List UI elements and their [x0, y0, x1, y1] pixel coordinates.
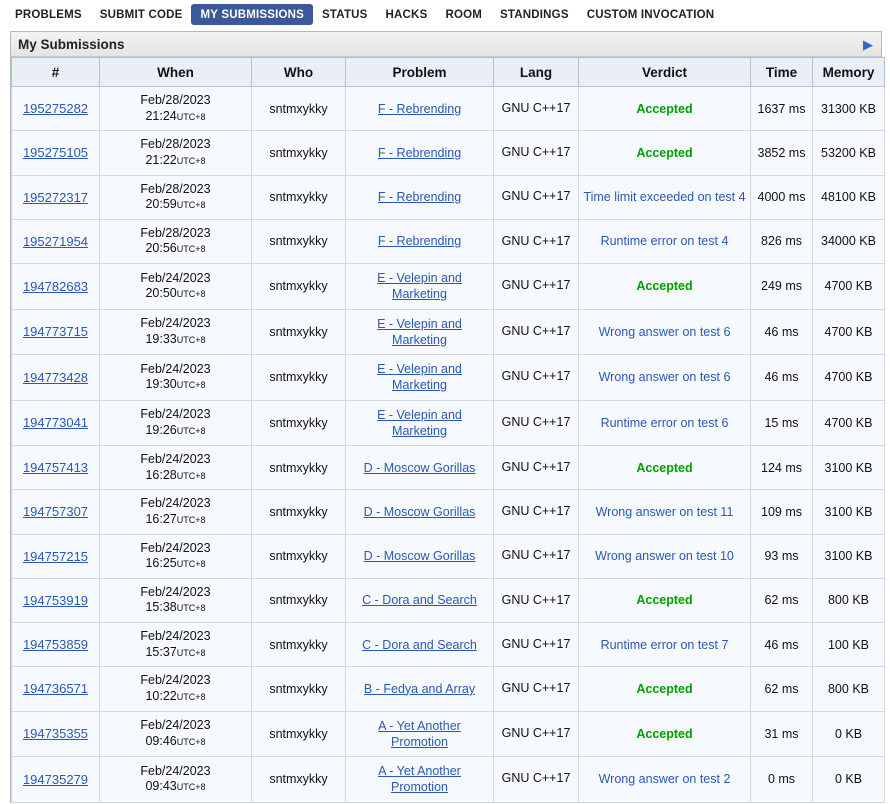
status-badge: Accepted — [636, 145, 693, 160]
status-badge: Wrong answer on test 11 — [595, 504, 734, 519]
main-navigation — [0, 0, 890, 31]
submission-author[interactable]: sntmxykky — [252, 534, 346, 578]
submission-id-link[interactable]: 194753919 — [22, 592, 89, 608]
table-row — [12, 309, 885, 355]
language-cell: GNU C++17 — [494, 400, 579, 446]
problem-link[interactable]: E - Velepin and Marketing — [377, 407, 462, 438]
submission-author[interactable]: sntmxykky — [252, 400, 346, 446]
submission-id-link[interactable]: 195275282 — [22, 101, 89, 117]
memory-cell: 4700 KB — [813, 400, 885, 446]
submission-id-cell — [12, 757, 100, 803]
problem-link[interactable]: D - Moscow Gorillas — [363, 504, 476, 519]
submission-clock-time: 20:59 — [145, 197, 177, 212]
language-cell: GNU C++17 — [494, 578, 579, 622]
language-cell: GNU C++17 — [494, 131, 579, 175]
memory-cell: 800 KB — [813, 578, 885, 622]
status-badge: Accepted — [636, 279, 693, 294]
submission-time-cell — [100, 131, 252, 175]
submission-id-cell — [12, 400, 100, 446]
table-row — [12, 711, 885, 757]
nav-item-hacks[interactable]: HACKS — [385, 9, 428, 21]
submission-date: Feb/28/2023 — [140, 181, 211, 196]
submission-timezone: UTC+8 — [176, 603, 206, 614]
nav-item-submit-code[interactable]: SUBMIT CODE — [99, 9, 183, 21]
verdict-cell[interactable] — [579, 131, 751, 175]
table-row — [12, 355, 885, 401]
submission-date: Feb/28/2023 — [140, 225, 211, 240]
submission-clock — [104, 423, 247, 439]
submission-date: Feb/24/2023 — [140, 270, 211, 285]
column-header-problem: Problem — [346, 58, 494, 87]
submission-id-link[interactable]: 195271954 — [22, 233, 89, 249]
table-row — [12, 534, 885, 578]
memory-cell: 4700 KB — [813, 264, 885, 310]
problem-cell — [346, 175, 494, 219]
submission-id-cell — [12, 446, 100, 490]
execution-time-cell: 46 ms — [751, 355, 813, 401]
verdict-cell[interactable] — [579, 623, 751, 667]
language-cell: GNU C++17 — [494, 355, 579, 401]
submission-id-cell — [12, 667, 100, 711]
status-badge: Accepted — [636, 593, 693, 608]
language-cell: GNU C++17 — [494, 623, 579, 667]
submission-date: Feb/24/2023 — [140, 763, 211, 778]
memory-cell: 53200 KB — [813, 131, 885, 175]
verdict-cell[interactable] — [579, 87, 751, 131]
submission-time-cell — [100, 175, 252, 219]
problem-link[interactable]: E - Velepin and Marketing — [377, 271, 462, 302]
problem-cell — [346, 757, 494, 803]
language-cell: GNU C++17 — [494, 534, 579, 578]
submission-time-cell — [100, 400, 252, 446]
submission-time-cell — [100, 219, 252, 263]
submission-id-cell — [12, 623, 100, 667]
submission-author[interactable]: sntmxykky — [252, 309, 346, 355]
submission-date: Feb/24/2023 — [140, 540, 211, 555]
submission-time-cell — [100, 757, 252, 803]
submission-clock-time: 19:30 — [145, 377, 177, 392]
submission-author[interactable]: sntmxykky — [252, 578, 346, 622]
submission-date: Feb/24/2023 — [140, 629, 211, 643]
nav-item-problems[interactable]: PROBLEMS — [15, 9, 82, 21]
submission-author[interactable]: sntmxykky — [252, 131, 346, 175]
nav-item-custom-invocation[interactable]: CUSTOM INVOCATION — [586, 9, 715, 21]
execution-time-cell: 46 ms — [751, 623, 813, 667]
submission-clock — [104, 286, 247, 302]
verdict-cell[interactable] — [579, 711, 751, 757]
nav-item-status[interactable]: STATUS — [322, 9, 368, 21]
table-row — [12, 219, 885, 263]
submission-timezone: UTC+8 — [176, 380, 206, 391]
submission-id-link[interactable]: 194773041 — [22, 415, 89, 431]
submission-clock-time: 10:22 — [145, 688, 177, 703]
status-badge: Wrong answer on test 2 — [598, 772, 731, 787]
memory-cell: 0 KB — [813, 757, 885, 803]
submission-id-cell — [12, 490, 100, 534]
submission-timezone: UTC+8 — [176, 289, 206, 300]
problem-cell — [346, 355, 494, 401]
submission-id-cell — [12, 309, 100, 355]
problem-cell — [346, 711, 494, 757]
panel-header — [11, 32, 881, 57]
problem-link[interactable]: D - Moscow Gorillas — [363, 549, 476, 563]
memory-cell: 800 KB — [813, 667, 885, 711]
submission-time-cell — [100, 355, 252, 401]
verdict-cell[interactable] — [579, 219, 751, 263]
status-badge: Runtime error on test 6 — [600, 415, 729, 430]
memory-cell: 3100 KB — [813, 534, 885, 578]
submission-timezone: UTC+8 — [176, 647, 206, 658]
execution-time-cell: 1637 ms — [751, 87, 813, 131]
submission-author[interactable]: sntmxykky — [252, 711, 346, 757]
submission-clock — [104, 241, 247, 257]
status-badge: Runtime error on test 7 — [600, 637, 729, 652]
submission-author[interactable]: sntmxykky — [252, 264, 346, 310]
problem-cell — [346, 219, 494, 263]
submission-date: Feb/24/2023 — [140, 496, 211, 511]
submission-clock-time: 19:33 — [145, 331, 177, 346]
submission-clock — [104, 645, 247, 661]
submission-id-link[interactable]: 194753859 — [22, 637, 89, 653]
submission-id-cell — [12, 711, 100, 757]
table-row — [12, 400, 885, 446]
submission-time-cell — [100, 623, 252, 667]
execution-time-cell: 62 ms — [751, 667, 813, 711]
submission-timezone: UTC+8 — [176, 782, 206, 793]
problem-cell — [346, 264, 494, 310]
submission-author[interactable]: sntmxykky — [252, 355, 346, 401]
column-header-lang: Lang — [494, 58, 579, 87]
language-cell: GNU C++17 — [494, 87, 579, 131]
problem-link[interactable]: D - Moscow Gorillas — [363, 460, 476, 475]
submission-clock-time: 15:38 — [145, 600, 177, 615]
nav-item-room[interactable]: ROOM — [445, 9, 483, 21]
problem-link[interactable]: E - Velepin and Marketing — [377, 316, 462, 347]
problem-link[interactable]: F - Rebrending — [377, 190, 462, 204]
submission-id-link[interactable]: 194736571 — [22, 681, 89, 697]
submission-timezone: UTC+8 — [176, 155, 206, 166]
verdict-cell[interactable] — [579, 446, 751, 490]
submission-author[interactable]: sntmxykky — [252, 757, 346, 803]
memory-cell: 0 KB — [813, 711, 885, 757]
problem-link[interactable]: B - Fedya and Array — [363, 681, 476, 696]
execution-time-cell: 826 ms — [751, 219, 813, 263]
submission-id-link[interactable]: 194773428 — [22, 369, 89, 385]
submission-id-cell — [12, 219, 100, 263]
submission-date: Feb/24/2023 — [140, 316, 211, 331]
submission-time-cell — [100, 87, 252, 131]
table-row — [12, 87, 885, 131]
submission-clock — [104, 153, 247, 169]
submission-id-cell — [12, 131, 100, 175]
verdict-cell[interactable] — [579, 490, 751, 534]
table-row — [12, 757, 885, 803]
submission-time-cell — [100, 711, 252, 757]
submission-id-cell — [12, 355, 100, 401]
submission-timezone: UTC+8 — [176, 470, 206, 481]
language-cell: GNU C++17 — [494, 446, 579, 490]
language-cell: GNU C++17 — [494, 490, 579, 534]
language-cell: GNU C++17 — [494, 175, 579, 219]
page-title: My Submissions — [18, 36, 125, 52]
verdict-cell[interactable] — [579, 175, 751, 219]
problem-link[interactable]: F - Rebrending — [377, 101, 462, 116]
execution-time-cell: 124 ms — [751, 446, 813, 490]
problem-cell — [346, 446, 494, 490]
nav-item-standings[interactable]: STANDINGS — [500, 9, 569, 21]
submission-id-cell — [12, 534, 100, 578]
problem-link[interactable]: F - Rebrending — [377, 234, 462, 249]
problem-cell — [346, 667, 494, 711]
submission-clock — [104, 600, 247, 616]
submission-time-cell — [100, 309, 252, 355]
memory-cell: 3100 KB — [813, 446, 885, 490]
submission-timezone: UTC+8 — [176, 200, 206, 211]
submission-clock-time: 16:27 — [145, 511, 177, 526]
submission-author[interactable]: sntmxykky — [252, 219, 346, 263]
submission-id-link[interactable]: 194757215 — [22, 548, 89, 564]
submission-id-link[interactable]: 195275105 — [22, 145, 89, 161]
table-row — [12, 490, 885, 534]
verdict-cell[interactable] — [579, 534, 751, 578]
status-badge: Wrong answer on test 6 — [598, 324, 731, 339]
problem-link[interactable]: C - Dora and Search — [362, 637, 477, 652]
status-badge: Accepted — [636, 460, 693, 475]
status-badge: Time limit exceeded on test 4 — [583, 190, 746, 204]
submission-id-link[interactable]: 194782683 — [22, 278, 89, 294]
memory-cell: 48100 KB — [813, 175, 885, 219]
problem-cell — [346, 131, 494, 175]
submission-author[interactable]: sntmxykky — [252, 623, 346, 667]
submissions-panel — [10, 31, 882, 803]
memory-cell: 3100 KB — [813, 490, 885, 534]
execution-time-cell: 109 ms — [751, 490, 813, 534]
problem-cell — [346, 400, 494, 446]
submission-author[interactable]: sntmxykky — [252, 446, 346, 490]
problem-cell — [346, 87, 494, 131]
submission-id-link[interactable]: 194773715 — [22, 324, 89, 340]
submission-date: Feb/24/2023 — [140, 584, 211, 599]
status-badge: Wrong answer on test 10 — [595, 549, 734, 563]
memory-cell: 31300 KB — [813, 87, 885, 131]
submission-id-link[interactable]: 194757307 — [22, 504, 89, 520]
memory-cell: 100 KB — [813, 623, 885, 667]
submission-clock — [104, 512, 247, 528]
execution-time-cell: 249 ms — [751, 264, 813, 310]
column-header-time: Time — [751, 58, 813, 87]
problem-link[interactable]: A - Yet Another Promotion — [378, 718, 461, 749]
submission-id-cell — [12, 175, 100, 219]
submission-timezone: UTC+8 — [176, 425, 206, 436]
submission-clock — [104, 197, 247, 213]
memory-cell: 34000 KB — [813, 219, 885, 263]
execution-time-cell: 62 ms — [751, 578, 813, 622]
problem-link[interactable]: C - Dora and Search — [362, 593, 477, 608]
execution-time-cell: 15 ms — [751, 400, 813, 446]
execution-time-cell: 46 ms — [751, 309, 813, 355]
submission-clock — [104, 109, 247, 125]
submission-time-cell — [100, 534, 252, 578]
status-badge: Accepted — [636, 101, 693, 116]
problem-cell — [346, 623, 494, 667]
execution-time-cell: 3852 ms — [751, 131, 813, 175]
submission-clock-time: 09:46 — [145, 733, 177, 748]
table-row — [12, 446, 885, 490]
submission-time-cell — [100, 667, 252, 711]
status-badge: Accepted — [636, 681, 693, 696]
submission-timezone: UTC+8 — [176, 691, 206, 702]
table-row — [12, 175, 885, 219]
submission-clock — [104, 377, 247, 393]
submission-clock-time: 20:50 — [145, 286, 177, 301]
submission-time-cell — [100, 446, 252, 490]
verdict-cell[interactable] — [579, 578, 751, 622]
submission-clock-time: 16:28 — [145, 467, 177, 482]
submission-id-cell — [12, 578, 100, 622]
execution-time-cell: 0 ms — [751, 757, 813, 803]
submission-clock — [104, 689, 247, 705]
submission-timezone: UTC+8 — [176, 514, 206, 525]
language-cell: GNU C++17 — [494, 219, 579, 263]
problem-link[interactable]: E - Velepin and Marketing — [377, 362, 462, 393]
language-cell: GNU C++17 — [494, 309, 579, 355]
memory-cell: 4700 KB — [813, 355, 885, 401]
submission-author[interactable]: sntmxykky — [252, 490, 346, 534]
submission-time-cell — [100, 264, 252, 310]
column-header-id: # — [12, 58, 100, 87]
table-row — [12, 667, 885, 711]
submission-date: Feb/24/2023 — [140, 452, 211, 466]
language-cell: GNU C++17 — [494, 264, 579, 310]
submission-timezone: UTC+8 — [176, 559, 206, 570]
submission-clock — [104, 779, 247, 795]
submission-date: Feb/24/2023 — [140, 361, 211, 376]
submission-timezone: UTC+8 — [176, 736, 206, 747]
execution-time-cell: 31 ms — [751, 711, 813, 757]
submission-clock — [104, 468, 247, 484]
problem-link[interactable]: F - Rebrending — [377, 145, 462, 160]
submission-id-link[interactable]: 194735279 — [22, 771, 89, 787]
triangle-right-icon[interactable]: ▶ — [863, 36, 873, 52]
column-header-when: When — [100, 58, 252, 87]
submission-date: Feb/24/2023 — [140, 673, 211, 688]
table-row — [12, 131, 885, 175]
submission-clock-time: 09:43 — [145, 779, 177, 794]
problem-cell — [346, 490, 494, 534]
submission-clock — [104, 332, 247, 348]
submission-time-cell — [100, 578, 252, 622]
table-body — [12, 87, 885, 803]
submission-timezone: UTC+8 — [176, 334, 206, 345]
submission-clock-time: 21:24 — [145, 108, 177, 123]
problem-link[interactable]: A - Yet Another Promotion — [378, 764, 461, 795]
status-badge: Runtime error on test 4 — [600, 234, 729, 249]
language-cell: GNU C++17 — [494, 667, 579, 711]
problem-cell — [346, 309, 494, 355]
submission-clock — [104, 556, 247, 572]
execution-time-cell: 4000 ms — [751, 175, 813, 219]
table-row — [12, 264, 885, 310]
submission-id-link[interactable]: 195272317 — [22, 189, 89, 205]
submission-timezone: UTC+8 — [176, 111, 206, 122]
status-badge: Wrong answer on test 6 — [598, 370, 731, 385]
submission-author[interactable]: sntmxykky — [252, 87, 346, 131]
language-cell: GNU C++17 — [494, 711, 579, 757]
language-cell: GNU C++17 — [494, 757, 579, 803]
verdict-cell[interactable] — [579, 667, 751, 711]
column-header-memory: Memory — [813, 58, 885, 87]
status-badge: Accepted — [636, 726, 693, 741]
submission-clock-time: 15:37 — [145, 644, 177, 659]
nav-item-my-submissions[interactable]: MY SUBMISSIONS — [191, 4, 313, 25]
column-header-verdict: Verdict — [579, 58, 751, 87]
column-header-who: Who — [252, 58, 346, 87]
submissions-table — [11, 57, 885, 803]
submission-timezone: UTC+8 — [176, 244, 206, 255]
memory-cell: 4700 KB — [813, 309, 885, 355]
table-header-row — [12, 58, 885, 87]
verdict-cell[interactable] — [579, 757, 751, 803]
execution-time-cell: 93 ms — [751, 534, 813, 578]
submission-clock-time: 16:25 — [145, 556, 177, 571]
submission-author[interactable]: sntmxykky — [252, 175, 346, 219]
problem-cell — [346, 534, 494, 578]
submission-id-cell — [12, 87, 100, 131]
submission-date: Feb/28/2023 — [140, 137, 211, 152]
verdict-cell[interactable] — [579, 309, 751, 355]
submission-id-cell — [12, 264, 100, 310]
submission-clock-time: 21:22 — [145, 152, 177, 167]
verdict-cell[interactable] — [579, 355, 751, 401]
submission-time-cell — [100, 490, 252, 534]
verdict-cell[interactable] — [579, 264, 751, 310]
verdict-cell[interactable] — [579, 400, 751, 446]
submission-id-link[interactable]: 194757413 — [22, 460, 89, 476]
submission-date: Feb/24/2023 — [140, 407, 211, 422]
submission-date: Feb/28/2023 — [140, 93, 211, 107]
table-row — [12, 578, 885, 622]
submission-author[interactable]: sntmxykky — [252, 667, 346, 711]
submission-clock-time: 20:56 — [145, 241, 177, 256]
submission-clock — [104, 734, 247, 750]
problem-cell — [346, 578, 494, 622]
submission-date: Feb/24/2023 — [140, 718, 211, 733]
table-row — [12, 623, 885, 667]
submission-clock-time: 19:26 — [145, 422, 177, 437]
submission-id-link[interactable]: 194735355 — [22, 726, 89, 742]
